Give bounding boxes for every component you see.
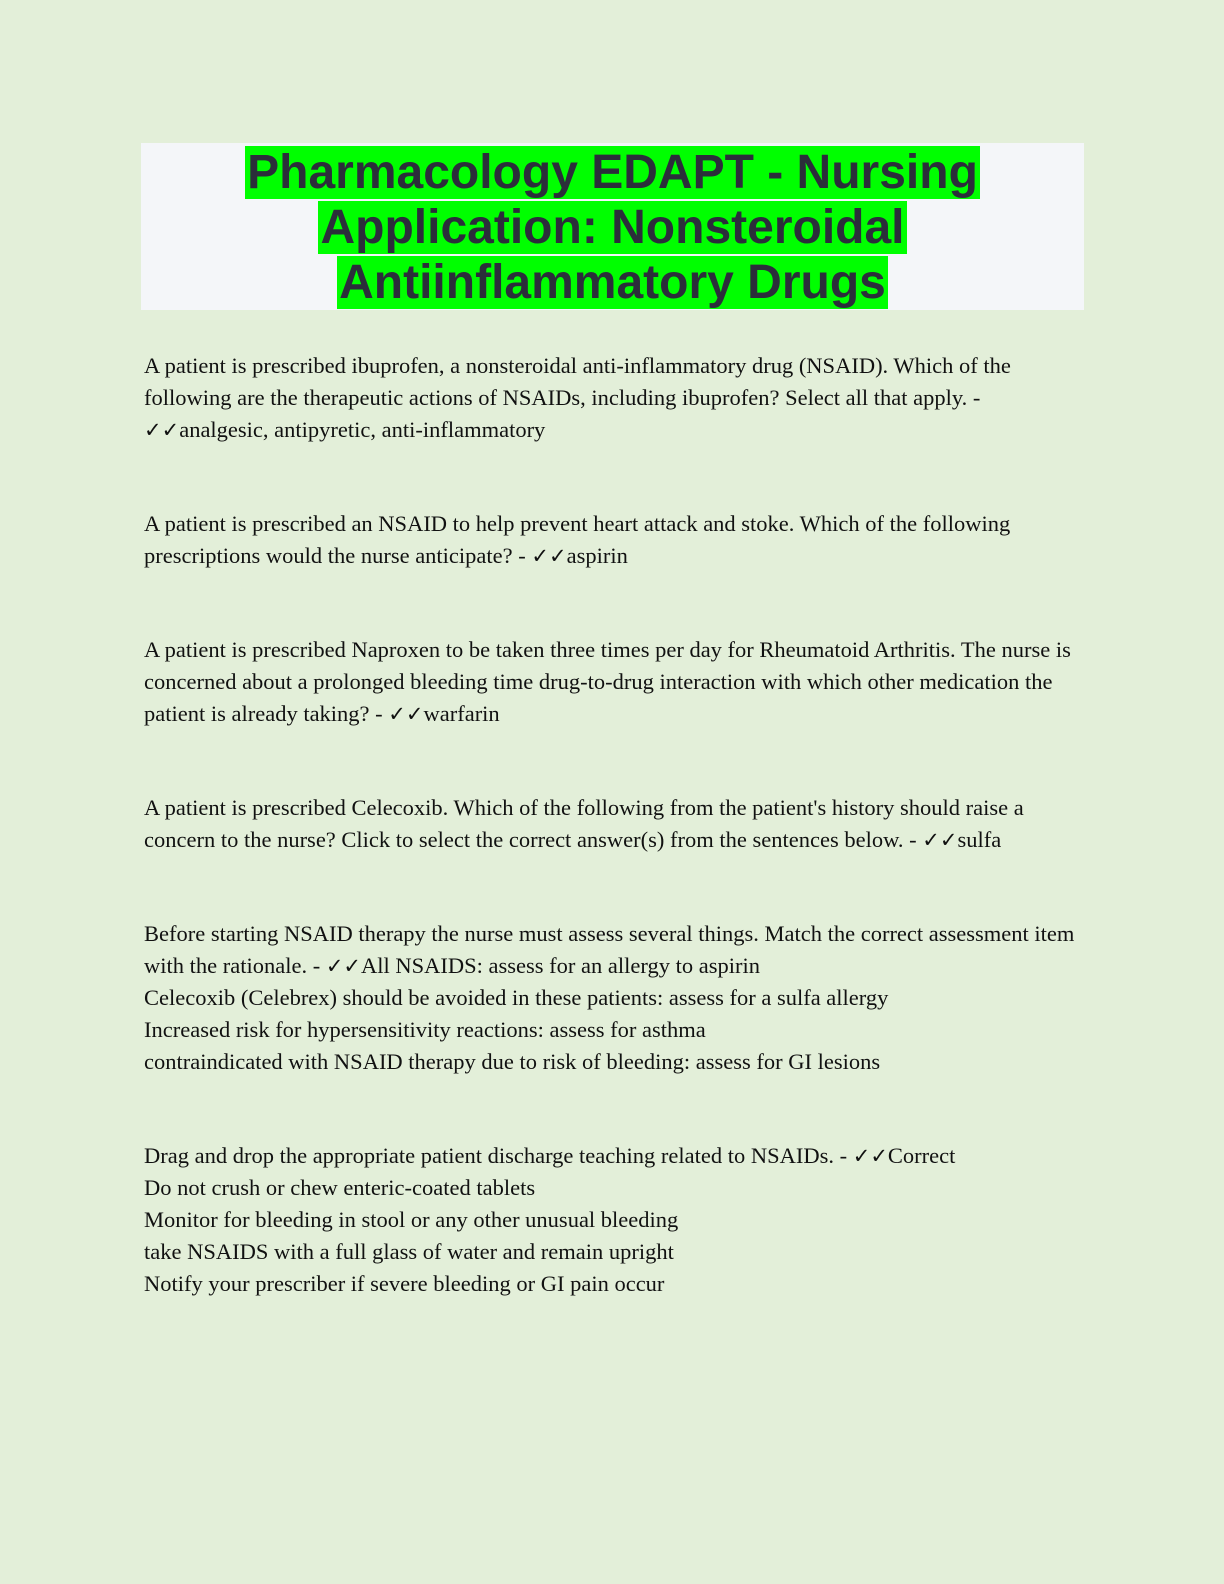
qa-item-5 xyxy=(144,918,1084,1078)
answer-line: Do not crush or chew enteric-coated tablets xyxy=(144,1175,536,1200)
qa-item-6 xyxy=(144,1140,1084,1300)
question-text: A patient is prescribed an NSAID to help prevent heart attack and stoke. Which of the following prescriptions would the nurse anticipate? - xyxy=(144,511,1011,568)
question-text: A patient is prescribed Celecoxib. Which of the following from the patient's history should raise a concern to the nurse? Click to select the correct answer(s) from the sentences below. - xyxy=(144,795,1024,852)
double-check-icon: ✓✓ xyxy=(144,418,180,442)
qa-item-3 xyxy=(144,634,1084,730)
question-text: Drag and drop the appropriate patient discharge teaching related to NSAIDs. - xyxy=(144,1143,848,1168)
qa-text xyxy=(144,918,1084,982)
qa-text xyxy=(144,792,1084,856)
qa-text xyxy=(144,634,1084,730)
question-text: A patient is prescribed ibuprofen, a nonsteroidal anti-inflammatory drug (NSAID). Which of the following are the therapeutic actions of NSAIDs, including ibuprofen? Select all that apply. - xyxy=(144,353,1011,410)
title-line-2: Application: Nonsteroidal xyxy=(320,201,905,254)
qa-content xyxy=(144,350,1084,1300)
answer-text: aspirin xyxy=(566,543,628,568)
title-banner xyxy=(141,143,1084,310)
qa-text xyxy=(144,350,1084,446)
answer-text: Correct xyxy=(887,1143,956,1168)
answer-line: Monitor for bleeding in stool or any other unusual bleeding xyxy=(144,1207,679,1232)
double-check-icon: ✓✓ xyxy=(922,828,958,852)
question-text: A patient is prescribed Naproxen to be taken three times per day for Rheumatoid Arthritis. The nurse is concerned about a prolonged bleeding time drug-to-drug interaction with which other medication the patient is already taking? - xyxy=(144,637,1071,726)
question-text: Before starting NSAID therapy the nurse must assess several things. Match the correct assessment item with the rationale. - xyxy=(144,921,1075,978)
qa-text xyxy=(144,508,1084,572)
answer-line: Increased risk for hypersensitivity reactions: assess for asthma xyxy=(144,1017,706,1042)
title-line-1: Pharmacology EDAPT - Nursing xyxy=(247,146,978,199)
answer-text: sulfa xyxy=(957,827,1002,852)
answer-line: Notify your prescriber if severe bleeding or GI pain occur xyxy=(144,1271,665,1296)
double-check-icon: ✓✓ xyxy=(388,702,424,726)
double-check-icon: ✓✓ xyxy=(531,544,567,568)
title-line-3: Antiinflammatory Drugs xyxy=(339,256,886,309)
answer-line: contraindicated with NSAID therapy due to risk of bleeding: assess for GI lesions xyxy=(144,1049,881,1074)
document-title xyxy=(141,143,1084,310)
double-check-icon: ✓✓ xyxy=(325,954,362,978)
answer-line: Celecoxib (Celebrex) should be avoided in these patients: assess for a sulfa allergy xyxy=(144,985,889,1010)
answer-line: take NSAIDS with a full glass of water and remain upright xyxy=(144,1239,674,1264)
answer-text: analgesic, antipyretic, anti-inflammatory xyxy=(179,417,546,442)
qa-item-2 xyxy=(144,508,1084,572)
answer-text: warfarin xyxy=(423,701,500,726)
qa-item-1 xyxy=(144,350,1084,446)
qa-text xyxy=(144,1140,1084,1172)
double-check-icon: ✓✓ xyxy=(852,1144,888,1168)
qa-item-4 xyxy=(144,792,1084,856)
answer-text: All NSAIDS: assess for an allergy to aspirin xyxy=(361,953,760,978)
